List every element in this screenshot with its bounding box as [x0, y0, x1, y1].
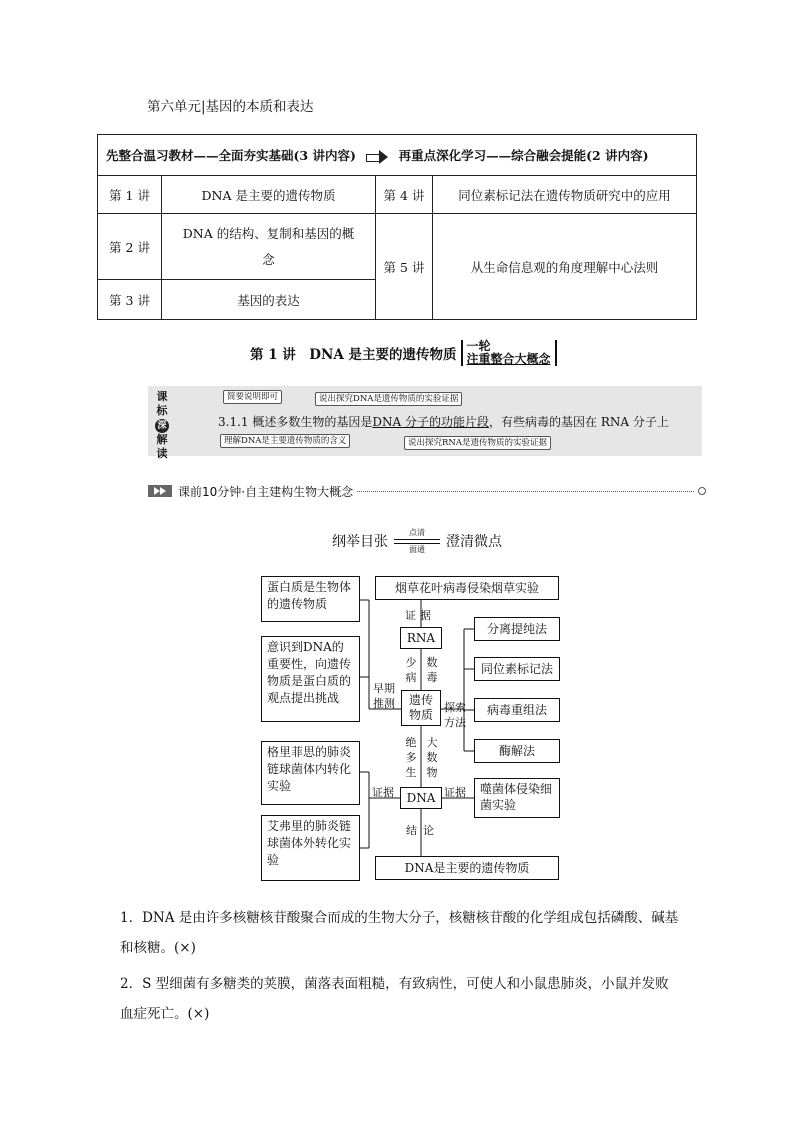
standard-code: 3.1.1: [218, 415, 249, 429]
concept-box-protein: 蛋白质是生物体的遗传物质: [261, 576, 360, 622]
section-heading-text: 课前10分钟·自主建构生物大概念: [178, 484, 354, 499]
concept-box-tmv: 烟草花叶病毒侵染烟草实验: [375, 576, 559, 600]
method-box: 同位素标记法: [474, 657, 560, 681]
concept-box-conclusion: DNA是主要的遗传物质: [375, 856, 559, 880]
plan-left-header: 先整合温习教材——全面夯实基础(3 讲内容): [106, 148, 356, 163]
map-title-left: 纲举目张: [332, 534, 388, 550]
concept-box-griffith: 格里菲思的肺炎链球菌体内转化实验: [261, 741, 360, 805]
lesson-title-text: 第 1 讲 DNA 是主要的遗传物质: [250, 347, 457, 363]
label-few-viruses-2: 数 毒: [426, 656, 438, 684]
label-evidence-right: 证据: [444, 786, 466, 799]
lecture-number: 第 3 讲: [98, 280, 162, 320]
label-explore-method: 探索 方法: [444, 701, 466, 729]
label-few-viruses-1: 少 病: [405, 656, 417, 684]
standard-label-char: 解: [156, 433, 168, 446]
lecture-topic: 基因的表达: [162, 280, 376, 320]
lesson-tag-line1: 一轮: [466, 339, 491, 353]
lecture-topic: DNA 的结构、复制和基因的概念: [162, 214, 376, 280]
method-box: 分离提纯法: [474, 617, 560, 641]
plan-right-header: 再重点深化学习——综合融会提能(2 讲内容): [398, 148, 649, 163]
lesson-tag-line2: 注重整合大概念: [466, 352, 551, 366]
concept-box-phage: 噬菌体侵染细菌实验: [474, 778, 560, 818]
label-most-organisms-2: 大 数 物: [426, 736, 438, 779]
question-item: 1．DNA 是由许多核糖核苷酸聚合而成的生物大分子，核糖核苷酸的化学组成包括磷酸、碱基和核糖。(×): [120, 910, 679, 956]
standard-text-underlined: DNA 分子的功能片段: [372, 415, 489, 429]
standard-label-char: 读: [156, 447, 168, 460]
label-early-guess: 早期 推测: [373, 682, 395, 710]
concept-box-avery: 艾弗里的肺炎链球菌体外转化实验: [261, 815, 360, 881]
lecture-topic: DNA 是主要的遗传物质: [162, 176, 376, 214]
unit-title: 第六单元|基因的本质和表达: [147, 99, 314, 115]
label-evidence: 证据: [405, 609, 435, 622]
concept-node-rna: RNA: [400, 627, 442, 649]
label-conclusion: 结论: [406, 824, 440, 837]
lecture-topic: 同位素标记法在遗传物质研究中的应用: [433, 176, 697, 214]
standard-text-part: ，有些病毒的基因在 RNA 分子上: [489, 415, 669, 429]
concept-box-challenge: 意识到DNA的重要性，向遗传物质是蛋白质的观点提出挑战: [261, 636, 360, 722]
standard-note: 说出探究DNA是遗传物质的实验证据: [315, 392, 462, 406]
question-item: 2．S 型细菌有多糖类的荚膜，菌落表面粗糙，有致病性，可使人和小鼠患肺炎，小鼠并发败血症死亡。(×): [120, 976, 669, 1022]
lecture-number: 第 4 讲: [376, 176, 433, 214]
lecture-topic: 从生命信息观的角度理解中心法则: [433, 214, 697, 320]
label-most-organisms-1: 绝 多 生: [405, 736, 417, 779]
arrow-bottom-label: 面通: [409, 545, 425, 554]
method-box: 病毒重组法: [474, 698, 560, 722]
standard-label-char: 深: [155, 419, 169, 433]
map-title-right: 澄清微点: [446, 534, 502, 550]
arrow-top-label: 点清: [409, 528, 425, 537]
standard-text-part: 概述多数生物的基因是: [252, 415, 373, 429]
method-box: 酶解法: [474, 739, 560, 763]
lecture-number: 第 2 讲: [98, 214, 162, 280]
label-evidence-left: 证据: [372, 786, 394, 799]
standard-note: 理解DNA是主要遗传物质的含义: [220, 434, 350, 448]
standard-label-char: 课: [156, 390, 168, 403]
standard-note: 说出探究RNA是遗传物质的实验证据: [404, 436, 551, 450]
standard-label-char: 标: [156, 404, 168, 417]
concept-node-dna: DNA: [400, 787, 442, 809]
standard-note: 简要说明即可: [223, 390, 282, 404]
lecture-number: 第 1 讲: [98, 176, 162, 214]
lecture-number: 第 5 讲: [376, 214, 433, 320]
concept-node-genetic-material: 遗传物质: [401, 690, 441, 726]
